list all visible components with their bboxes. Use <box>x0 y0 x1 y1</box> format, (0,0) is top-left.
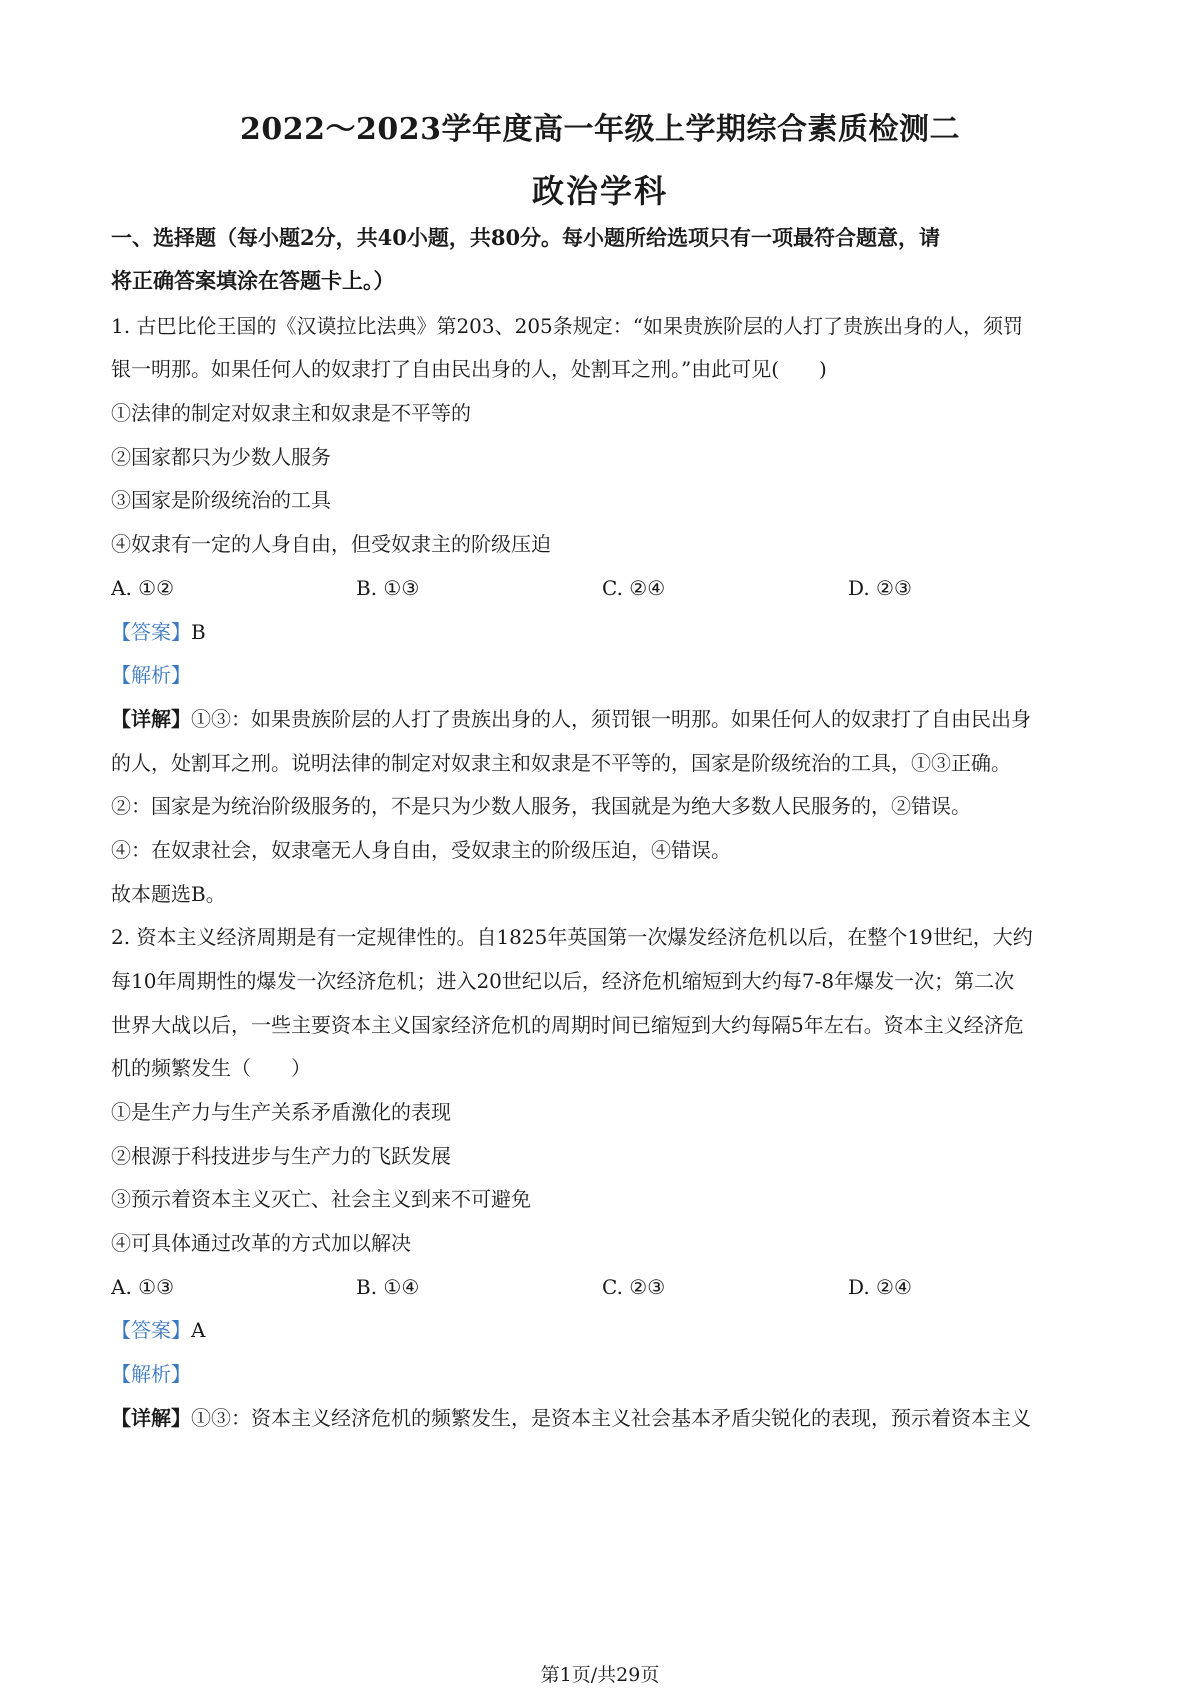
q2-stem-line-1: 2. 资本主义经济周期是有一定规律性的。自1825年英国第一次爆发经济危机以后，在整个19世纪，大约 <box>111 925 1033 949</box>
q2-answer-value: A <box>191 1318 206 1342</box>
q2-stem-line-3: 世界大战以后，一些主要资本主义国家经济危机的周期时间已缩短到大约每隔5年左右。资本主义经济危 <box>111 1013 1024 1037</box>
q2-stem-line-2: 每10年周期性的爆发一次经济危机；进入20世纪以后，经济危机缩短到大约每7-8年爆发一次；第二次 <box>111 969 1015 993</box>
q2-analysis-line <box>111 1361 1101 1387</box>
q1-detail-line-1 <box>111 706 1101 732</box>
page-footer: 第1页/共29页 <box>540 1664 660 1686</box>
q1-statement-4: ④奴隶有一定的人身自由，但受奴隶主的阶级压迫 <box>111 532 551 556</box>
q1-option-a: A. ①② <box>111 576 175 600</box>
q1-statement-3: ③国家是阶级统治的工具 <box>111 488 331 512</box>
q2-detail-line-1 <box>111 1405 1101 1431</box>
q1-option-c: C. ②④ <box>602 576 666 600</box>
section-heading-line-1: 一、选择题（每小题2分，共40小题，共80分。每小题所给选项只有一项最符合题意，请 <box>111 225 941 250</box>
q2-statement-1: ①是生产力与生产关系矛盾激化的表现 <box>111 1100 451 1124</box>
q1-analysis-tag: 【解析】 <box>111 663 191 687</box>
q1-answer-value: B <box>191 620 206 644</box>
q1-detail-text-1: ①③：如果贵族阶层的人打了贵族出身的人，须罚银一明那。如果任何人的奴隶打了自由民出身 <box>191 707 1031 731</box>
q1-detail-line-3: ②：国家是为统治阶级服务的，不是只为少数人服务，我国就是为绝大多数人民服务的，②错误。 <box>111 794 971 818</box>
q2-detail-tag: 【详解】 <box>111 1406 191 1430</box>
q1-analysis-line <box>111 662 1101 688</box>
section-heading-line-2: 将正确答案填涂在答题卡上。） <box>111 268 395 293</box>
q2-stem-line-4: 机的频繁发生（ ） <box>111 1056 311 1080</box>
q2-analysis-tag: 【解析】 <box>111 1362 191 1386</box>
q2-answer-line <box>111 1317 1101 1343</box>
q1-statement-2: ②国家都只为少数人服务 <box>111 445 331 469</box>
q2-options <box>111 1274 1101 1300</box>
q1-stem-line-2: 银一明那。如果任何人的奴隶打了自由民出身的人，处割耳之刑。”由此可见( ) <box>111 357 827 381</box>
q1-conclusion: 故本题选B。 <box>111 882 226 906</box>
q1-option-b: B. ①③ <box>356 576 420 600</box>
q1-detail-line-2: 的人，处割耳之刑。说明法律的制定对奴隶主和奴隶是不平等的，国家是阶级统治的工具，①③正确。 <box>111 751 1011 775</box>
q2-statement-2: ②根源于科技进步与生产力的飞跃发展 <box>111 1144 451 1168</box>
q1-answer-tag: 【答案】 <box>111 620 191 644</box>
q1-options <box>111 575 1101 601</box>
q2-option-d: D. ②④ <box>848 1275 912 1299</box>
q1-detail-tag: 【详解】 <box>111 707 191 731</box>
q1-answer-line <box>111 619 1101 645</box>
q2-option-a: A. ①③ <box>111 1275 175 1299</box>
q2-answer-tag: 【答案】 <box>111 1318 191 1342</box>
q1-stem-line-1: 1. 古巴比伦王国的《汉谟拉比法典》第203、205条规定：“如果贵族阶层的人打了贵族出身的人，须罚 <box>111 314 1024 338</box>
document-title: 2022～2023学年度高一年级上学期综合素质检测二 <box>240 112 960 147</box>
q1-detail-line-4: ④：在奴隶社会，奴隶毫无人身自由，受奴隶主的阶级压迫，④错误。 <box>111 838 731 862</box>
document-subtitle: 政治学科 <box>531 172 668 210</box>
q2-option-c: C. ②③ <box>602 1275 666 1299</box>
q2-option-b: B. ①④ <box>356 1275 420 1299</box>
q2-detail-text-1: ①③：资本主义经济危机的频繁发生，是资本主义社会基本矛盾尖锐化的表现，预示着资本主义 <box>191 1406 1031 1430</box>
q2-statement-4: ④可具体通过改革的方式加以解决 <box>111 1231 411 1255</box>
q1-statement-1: ①法律的制定对奴隶主和奴隶是不平等的 <box>111 401 471 425</box>
q2-statement-3: ③预示着资本主义灭亡、社会主义到来不可避免 <box>111 1187 531 1211</box>
q1-option-d: D. ②③ <box>848 576 912 600</box>
